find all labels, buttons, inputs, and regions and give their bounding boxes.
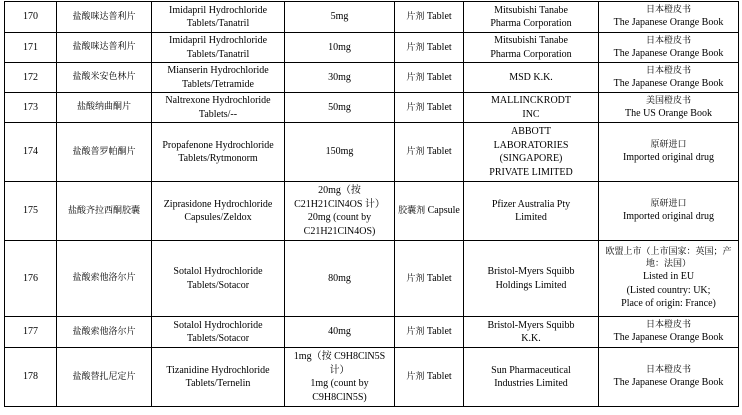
specification-line: 20mg（按 [318, 185, 361, 196]
company-line: Bristol-Myers Squibb [487, 319, 575, 331]
table-row [5, 33, 739, 63]
company-line: LABORATORIES [493, 139, 569, 151]
source-cell [599, 33, 739, 63]
dosage-form-en: Tablet [426, 11, 452, 23]
specification-line: 1mg (count by [310, 378, 369, 389]
company-cell [464, 123, 599, 182]
company-line: Mitsubishi Tanabe [494, 35, 568, 46]
table-row [5, 241, 739, 317]
company-cell [464, 348, 599, 407]
specification-cell [285, 63, 395, 93]
chinese-name-cell [57, 241, 152, 317]
row-number: 178 [23, 371, 38, 383]
dosage-form-cell [395, 241, 464, 317]
company-cell [464, 33, 599, 63]
company-cell [464, 317, 599, 348]
source-en-line: The Japanese Orange Book [613, 17, 724, 29]
chinese-drug-name: 盐酸纳曲酮片 [76, 102, 131, 113]
source-en-line: (Listed country: UK; [626, 284, 711, 296]
specification-cell [285, 33, 395, 63]
dosage-form-cn: 片剂 [406, 102, 425, 113]
english-name-cell [152, 317, 285, 348]
english-name-cell [152, 182, 285, 241]
dosage-form-cn: 片剂 [406, 72, 425, 83]
source-cn: 日本橙皮书 [645, 365, 691, 376]
table-row [5, 63, 739, 93]
source-cn: 美国橙皮书 [645, 95, 691, 106]
table-body [5, 2, 739, 407]
chinese-drug-name: 盐酸米安色林片 [72, 72, 136, 83]
source-cn: 欧盟上市（上市国家：英国；产地：法国） [605, 247, 732, 270]
english-drug-name-line: Imidapril Hydrochloride [168, 35, 268, 46]
english-name-cell [152, 348, 285, 407]
english-name-cell [152, 33, 285, 63]
dosage-form-en: Tablet [426, 71, 452, 83]
english-drug-name-line: Tablets/Tanatril [186, 18, 250, 29]
source-en-line: Imported original drug [622, 152, 715, 164]
row-number-cell [5, 63, 57, 93]
specification-cell [285, 2, 395, 33]
dosage-form-cn: 片剂 [406, 273, 425, 284]
dosage-form-cn: 片剂 [406, 12, 425, 23]
company-line: K.K. [521, 333, 541, 344]
english-drug-name-line: Tablets/Ternelin [185, 378, 251, 389]
english-drug-name-line: Sotalol Hydrochloride [173, 266, 263, 277]
dosage-form-en: Tablet [426, 146, 452, 158]
company-line: MSD K.K. [509, 71, 553, 83]
english-drug-name-line: Naltrexone Hydrochloride [165, 95, 271, 106]
row-number: 175 [23, 205, 38, 217]
company-line: (SINGAPORE) [499, 153, 563, 164]
dosage-form-en: Tablet [426, 272, 452, 284]
source-cell [599, 182, 739, 241]
table-row [5, 182, 739, 241]
specification-line: 计） [329, 364, 350, 376]
specification-cell [285, 348, 395, 407]
source-cn: 日本橙皮书 [645, 5, 691, 16]
english-name-cell [152, 93, 285, 123]
company-line: Pharma Corporation [490, 18, 572, 29]
chinese-drug-name: 盐酸普罗帕酮片 [72, 146, 136, 157]
english-drug-name-line: Ziprasidone Hydrochloride [163, 198, 273, 210]
source-en-line: Imported original drug [622, 211, 715, 223]
dosage-form-en: Tablet [426, 326, 452, 338]
dosage-form-cn: 胶囊剂 [398, 206, 426, 217]
english-drug-name-line: Tablets/Rytmonorm [178, 153, 258, 164]
chinese-drug-name: 盐酸替扎尼定片 [72, 371, 136, 382]
specification-line: 80mg [328, 272, 351, 284]
specification-line: C9H8ClN5S) [312, 391, 367, 403]
dosage-form-cn: 片剂 [406, 147, 425, 158]
english-name-cell [152, 123, 285, 182]
english-drug-name-line: Propafenone Hydrochloride [162, 139, 274, 151]
chinese-name-cell [57, 93, 152, 123]
english-drug-name-line: Tizanidine Hydrochloride [166, 364, 270, 376]
company-line: Bristol-Myers Squibb [487, 266, 575, 277]
dosage-form-en: Tablet [426, 41, 452, 53]
source-cn: 原研进口 [650, 199, 687, 210]
specification-line: 40mg [328, 326, 351, 338]
chinese-name-cell [57, 182, 152, 241]
specification-line: 150mg [325, 146, 354, 158]
dosage-form-en: Capsule [427, 205, 460, 217]
specification-line: 50mg [328, 101, 351, 113]
chinese-drug-name: 盐酸咪达普利片 [72, 11, 136, 22]
dosage-form-en: Tablet [426, 101, 452, 113]
company-line: PRIVATE LIMITED [489, 166, 573, 178]
source-en-line: The US Orange Book [625, 107, 712, 119]
row-number-cell [5, 123, 57, 182]
dosage-form-cell [395, 123, 464, 182]
row-number: 174 [23, 146, 38, 158]
company-line: Pfizer Australia Pty [491, 198, 571, 210]
specification-line: C21H21ClN4OS 计） [294, 198, 385, 210]
row-number-cell [5, 33, 57, 63]
row-number: 177 [23, 326, 38, 338]
specification-line: 1mg（按 C9H8ClN5S [293, 351, 386, 362]
company-line: Limited [515, 212, 547, 223]
company-line: ABBOTT [511, 126, 551, 137]
source-cell [599, 123, 739, 182]
dosage-form-cell [395, 182, 464, 241]
specification-line: 30mg [328, 71, 351, 83]
row-number: 170 [23, 11, 38, 23]
english-drug-name-line: Tablets/Sotacor [186, 333, 250, 344]
english-drug-name-line: Imidapril Hydrochloride [168, 4, 268, 16]
specification-cell [285, 241, 395, 317]
source-cn: 日本橙皮书 [645, 65, 691, 76]
dosage-form-cn: 片剂 [406, 372, 425, 383]
chinese-drug-name: 盐酸咪达普利片 [72, 42, 136, 53]
row-number: 171 [23, 41, 38, 53]
chinese-name-cell [57, 63, 152, 93]
table-row [5, 93, 739, 123]
source-cell [599, 348, 739, 407]
company-line: Mitsubishi Tanabe [494, 4, 568, 16]
source-cn: 日本橙皮书 [645, 320, 691, 331]
specification-line: 10mg [328, 41, 351, 53]
dosage-form-cell [395, 33, 464, 63]
source-en-line: The Japanese Orange Book [613, 77, 724, 89]
source-cell [599, 93, 739, 123]
specification-cell [285, 317, 395, 348]
row-number-cell [5, 182, 57, 241]
specification-line: C21H21ClN4OS) [303, 225, 376, 237]
chinese-name-cell [57, 123, 152, 182]
source-cell [599, 241, 739, 317]
company-cell [464, 2, 599, 33]
dosage-form-cell [395, 348, 464, 407]
chinese-drug-name: 盐酸索他洛尔片 [72, 326, 136, 337]
specification-cell [285, 93, 395, 123]
dosage-form-cell [395, 93, 464, 123]
specification-line: 5mg [330, 11, 349, 23]
dosage-form-en: Tablet [426, 371, 452, 383]
english-drug-name-line: Capsules/Zeldox [184, 212, 252, 223]
source-en-line: Listed in EU [642, 271, 695, 283]
drug-list-table [4, 1, 739, 407]
source-cell [599, 317, 739, 348]
source-en-line: The Japanese Orange Book [613, 332, 724, 344]
dosage-form-cell [395, 317, 464, 348]
english-name-cell [152, 241, 285, 317]
source-cn: 原研进口 [650, 140, 687, 151]
company-line: MALLINCKRODT [491, 95, 571, 106]
row-number-cell [5, 93, 57, 123]
company-line: INC [522, 108, 540, 120]
company-cell [464, 63, 599, 93]
company-cell [464, 182, 599, 241]
english-drug-name-line: Tablets/-- [198, 108, 238, 120]
english-drug-name-line: Tablets/Tanatril [186, 48, 250, 60]
company-line: Industries Limited [494, 378, 568, 389]
source-en-line: The Japanese Orange Book [613, 377, 724, 389]
table-row [5, 348, 739, 407]
row-number-cell [5, 317, 57, 348]
company-cell [464, 241, 599, 317]
chinese-drug-name: 盐酸齐拉西酮胶囊 [67, 205, 140, 216]
company-cell [464, 93, 599, 123]
row-number: 172 [23, 71, 38, 83]
source-cn: 日本橙皮书 [645, 35, 691, 46]
dosage-form-cn: 片剂 [406, 327, 425, 338]
english-name-cell [152, 63, 285, 93]
company-line: Holdings Limited [495, 279, 567, 291]
dosage-form-cn: 片剂 [406, 42, 425, 53]
english-drug-name-line: Sotalol Hydrochloride [173, 319, 263, 331]
chinese-name-cell [57, 2, 152, 33]
row-number-cell [5, 348, 57, 407]
english-drug-name-line: Tablets/Sotacor [186, 279, 250, 291]
source-cell [599, 63, 739, 93]
source-en-line: The Japanese Orange Book [613, 47, 724, 59]
specification-cell [285, 123, 395, 182]
chinese-drug-name: 盐酸索他洛尔片 [72, 273, 136, 284]
english-drug-name-line: Tablets/Tetramide [182, 78, 254, 90]
dosage-form-cell [395, 63, 464, 93]
specification-line: 20mg (count by [307, 212, 372, 223]
english-name-cell [152, 2, 285, 33]
company-line: Pharma Corporation [490, 48, 572, 60]
table-row [5, 2, 739, 33]
specification-cell [285, 182, 395, 241]
table-row [5, 317, 739, 348]
row-number-cell [5, 241, 57, 317]
chinese-name-cell [57, 348, 152, 407]
source-cell [599, 2, 739, 33]
company-line: Sun Pharmaceutical [491, 364, 571, 376]
source-en-line: Place of origin: France) [621, 298, 716, 310]
table-row [5, 123, 739, 182]
dosage-form-cell [395, 2, 464, 33]
row-number-cell [5, 2, 57, 33]
chinese-name-cell [57, 317, 152, 348]
row-number: 173 [23, 101, 38, 113]
english-drug-name-line: Mianserin Hydrochloride [167, 65, 269, 76]
row-number: 176 [23, 272, 38, 284]
chinese-name-cell [57, 33, 152, 63]
